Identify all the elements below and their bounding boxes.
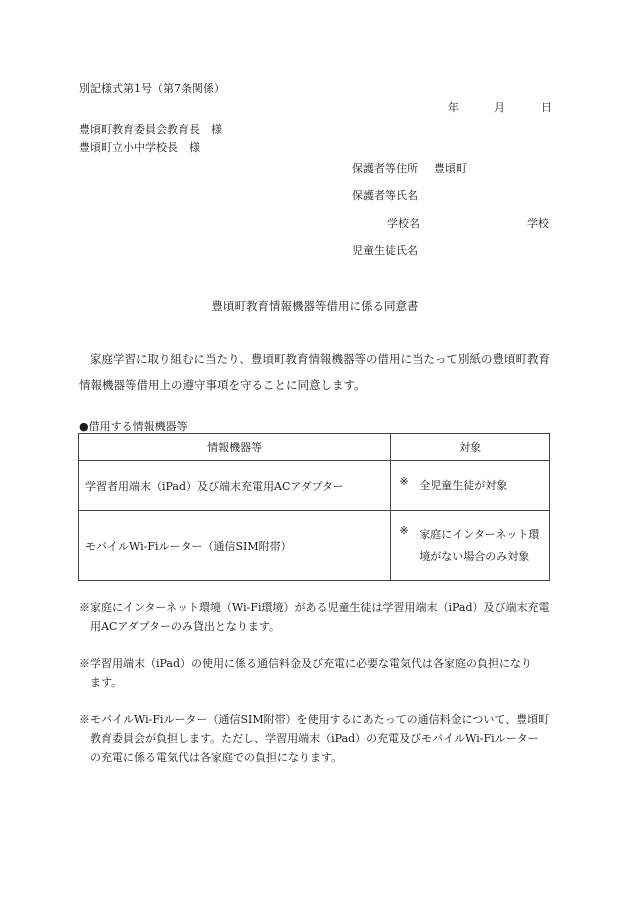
devices-table bbox=[78, 433, 550, 581]
note-mark: ※ bbox=[399, 523, 409, 537]
note-text: ※家庭にインターネット環境（Wi-Fi環境）がある児童生徒は学習用端末（iPad）及び端末充電 bbox=[79, 601, 550, 614]
note-mark: ※ bbox=[399, 474, 409, 488]
guardian-name-label: 保護者等氏名 bbox=[352, 189, 418, 202]
note-item bbox=[79, 654, 553, 692]
guardian-address-value: 豊頃町 bbox=[434, 162, 467, 175]
school-suffix: 学校 bbox=[527, 217, 549, 230]
form-number: 別記様式第1号（第7条関係） bbox=[79, 82, 225, 95]
note-continuation: 用ACアダプターのみ貸出となります。 bbox=[90, 620, 280, 633]
note-item bbox=[79, 710, 553, 767]
device-cell: モバイルWi-Fiルーター（通信SIM附帯） bbox=[79, 511, 391, 581]
note-continuation: ます。 bbox=[90, 676, 123, 689]
column-header-device: 情報機器等 bbox=[79, 434, 391, 461]
target-text: 全児童生徒が対象 bbox=[419, 478, 508, 492]
student-name-label: 児童生徒氏名 bbox=[352, 244, 418, 257]
note-text: ※学習用端末（iPad）の使用に係る通信料金及び充電に必要な電気代は各家庭の負担になり bbox=[79, 657, 533, 670]
target-cell bbox=[391, 461, 550, 511]
consent-statement: 家庭学習に取り組むに当たり、豊頃町教育情報機器等の借用に当たって別紙の豊頃町教育情報機器等借用上の遵守事項を守ることに同意します。 bbox=[79, 352, 550, 392]
column-header-target: 対象 bbox=[391, 434, 550, 461]
date-day-label: 日 bbox=[541, 101, 552, 114]
document-title: 豊頃町教育情報機器等借用に係る同意書 bbox=[211, 299, 419, 313]
device-cell: 学習者用端末（iPad）及び端末充電用ACアダプター bbox=[79, 461, 391, 511]
target-cell bbox=[391, 511, 550, 581]
date-month-label: 月 bbox=[494, 101, 505, 114]
school-name-label: 学校名 bbox=[387, 217, 420, 230]
target-text: 家庭にインターネット環境がない場合のみ対象 bbox=[419, 527, 540, 563]
section-heading: ●借用する情報機器等 bbox=[79, 420, 188, 433]
note-text: ※モバイルWi-Fiルーター（通信SIM附帯）を使用するにあたっての通信料金について、豊頃町 bbox=[79, 713, 550, 726]
table-row bbox=[79, 511, 550, 581]
table-row bbox=[79, 461, 550, 511]
guardian-address-label: 保護者等住所 bbox=[352, 162, 418, 175]
note-continuation: 教育委員会が負担します。ただし、学習用端末（iPad）の充電及びモバイルWi-Fiルーター bbox=[90, 732, 539, 745]
note-item bbox=[79, 598, 553, 636]
table-header-row bbox=[79, 434, 550, 461]
addressee-principal: 豊頃町立小中学校長 様 bbox=[79, 141, 200, 154]
addressee-superintendent: 豊頃町教育委員会教育長 様 bbox=[79, 123, 222, 136]
note-continuation: の充電に係る電気代は各家庭での負担になります。 bbox=[90, 751, 343, 764]
date-year-label: 年 bbox=[448, 101, 459, 114]
